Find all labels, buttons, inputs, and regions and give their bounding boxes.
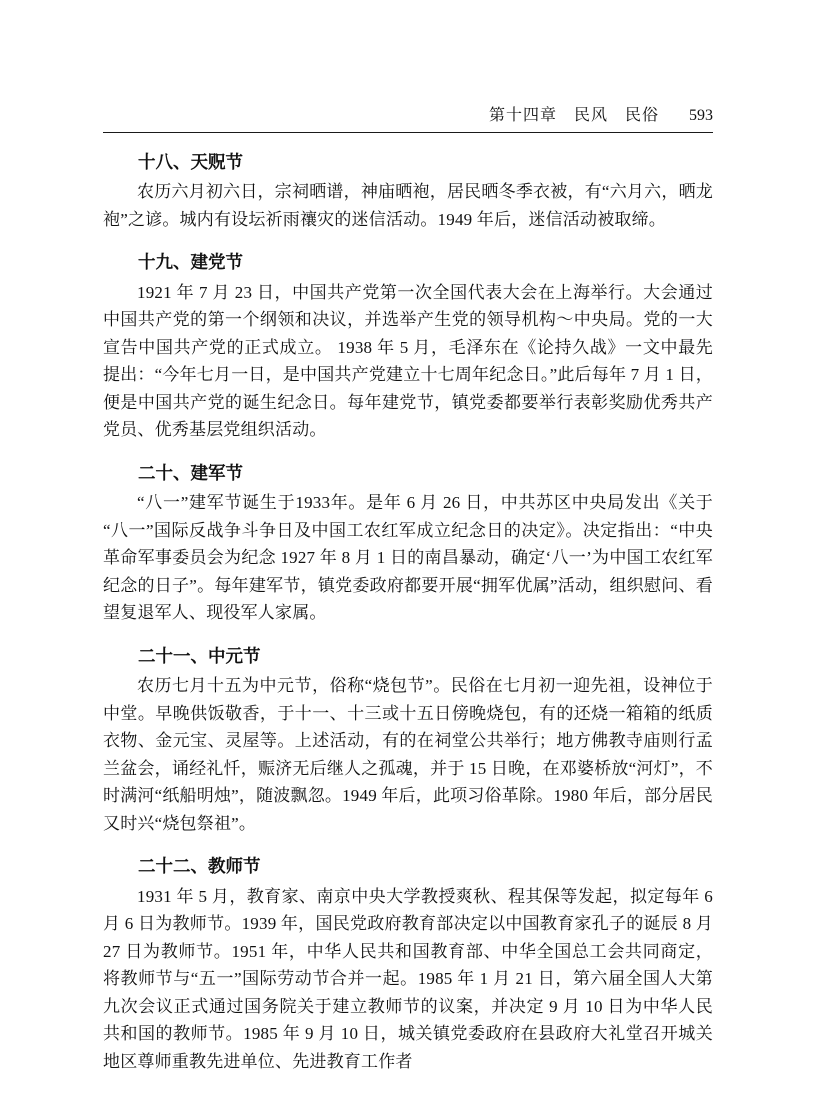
section-zhongyuan-festival <box>103 642 713 838</box>
section-paragraph: 农历七月十五为中元节，俗称“烧包节”。民俗在七月初一迎先祖，设神位于中堂。早晚供饭敬香，于十一、十三或十五日傍晚烧包，有的还烧一箱箱的纸质衣物、金元宝、灵屋等。上述活动，有的在祠堂公共举行；地方佛教寺庙则行孟兰盆会，诵经礼忏，赈济无后继人之孤魂，并于 15 日晚，在邓婆桥放“河灯”，不时满河“纸船明烛”，随波飘忽。1949 年后，此项习俗革除。1980 年后，部分居民又时兴“烧包祭祖”。 <box>103 676 713 833</box>
section-party-founding-day <box>103 248 713 444</box>
section-teachers-day <box>103 852 713 1075</box>
section-heading: 二十一、中元节 <box>138 645 261 666</box>
running-header <box>103 106 713 133</box>
page-body <box>103 148 713 1076</box>
section-heading: 十八、天贶节 <box>138 152 243 172</box>
section-paragraph: 农历六月初六日，宗祠晒谱，神庙晒袍，居民晒冬季衣被，有“六月六，晒龙袍”之谚。城内有设坛祈雨禳灾的迷信活动。1949 年后，迷信活动被取缔。 <box>103 182 713 229</box>
section-heading: 二十、建军节 <box>138 462 243 483</box>
section-heading: 十九、建党节 <box>138 252 243 273</box>
section-paragraph: 1931 年 5 月，教育家、南京中央大学教授爽秋、程其保等发起，拟定每年 6 月 6 日为教师节。1939 年，国民党政府教育部决定以中国教育家孔子的诞辰 8 月 27 日为教师节。1951 年，中华人民共和国教育部、中华全国总工会共同商定，将教师节与“五一”国际劳动节合并一起。1985 年 1 月 21 日，第六届全国人大第九次会议正式通过国务院关于建立教师节的议案，并决定 9 月 10 日为中华人民共和国的教师节。1985 年 9 月 10 日，城关镇党委政府在县政府大礼堂召开城关地区尊师重教先进单位、先进教育工作者 <box>103 886 713 1071</box>
chapter-title: 第十四章 民风 民俗 <box>488 107 659 124</box>
section-tiankuang-festival <box>103 148 713 233</box>
page-number: 593 <box>689 107 713 124</box>
section-paragraph: “八一”建军节诞生于1933年。是年 6 月 26 日，中共苏区中央局发出《关于“八一”国际反战争斗争日及中国工农红军成立纪念日的决定》。决定指出：“中央革命军事委员会为纪念 1927 年 8 月 1 日的南昌暴动，确定‘八一’为中国工农红军纪念的日子”。每年建军节，镇党委政府都要开展“拥军优属”活动，组织慰问、看望复退军人、现役军人家属。 <box>103 493 713 623</box>
section-heading: 二十二、教师节 <box>138 856 261 877</box>
section-paragraph: 1921 年 7 月 23 日，中国共产党第一次全国代表大会在上海举行。大会通过中国共产党的第一个纲领和决议，并选举产生党的领导机构～中央局。党的一大宣告中国共产党的正式成立。 1938 年 5 月，毛泽东在《论持久战》一文中最先提出：“今年七月一日，是中国共产党建立十七周年纪念日。”此后每年 7 月 1 日，便是中国共产党的诞生纪念日。每年建党节，镇党委都要举行表彰奖励优秀共产党员、优秀基层党组织活动。 <box>103 282 713 440</box>
section-army-day <box>103 459 713 627</box>
